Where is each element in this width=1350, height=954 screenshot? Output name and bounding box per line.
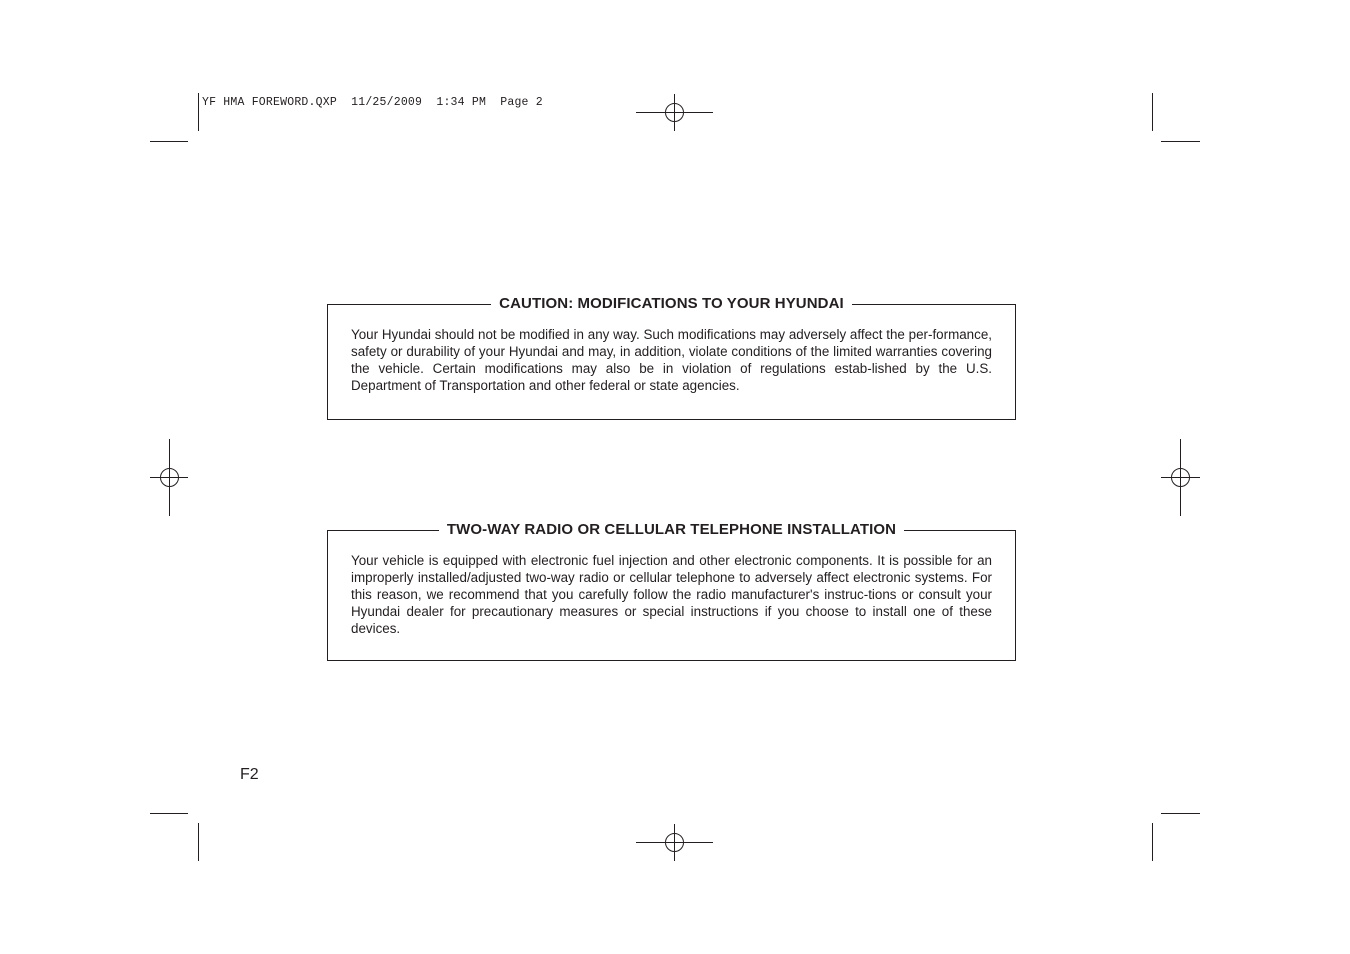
registration-mark-top (636, 94, 713, 131)
radio-telephone-box (327, 521, 1016, 661)
radio-telephone-title: TWO-WAY RADIO OR CELLULAR TELEPHONE INSTALLATION (439, 521, 904, 538)
caution-modifications-heading (328, 294, 1015, 314)
caution-modifications-title: CAUTION: MODIFICATIONS TO YOUR HYUNDAI (491, 295, 852, 312)
registration-mark-right (1161, 439, 1200, 516)
radio-telephone-body: Your vehicle is equipped with electronic fuel injection and other electronic components. It is possible for an improperly installed/adjusted two-way radio or cellular telephone to adversely affect electronic systems. For this reason, we recommend that you carefully follow the radio manufacturer's instruc-tions or consult your Hyundai dealer for precautionary measures or special instructions if you choose to install one of these devices. (351, 553, 992, 636)
registration-mark-left (150, 439, 188, 516)
page-number: F2 (240, 766, 259, 783)
registration-mark-bottom (636, 824, 713, 861)
radio-telephone-heading (328, 520, 1015, 540)
print-slug-line: YF HMA FOREWORD.QXP 11/25/2009 1:34 PM Page 2 (202, 96, 543, 109)
caution-modifications-body: Your Hyundai should not be modified in any way. Such modifications may adversely affect the per-formance, safety or durability of your Hyundai and may, in addition, violate conditions of the limited warranties covering the vehicle. Certain modifications may also be in violation of regulations estab-lished by the U.S. Department of Transportation and other federal or state agencies. (351, 327, 992, 393)
caution-modifications-box (327, 295, 1016, 420)
